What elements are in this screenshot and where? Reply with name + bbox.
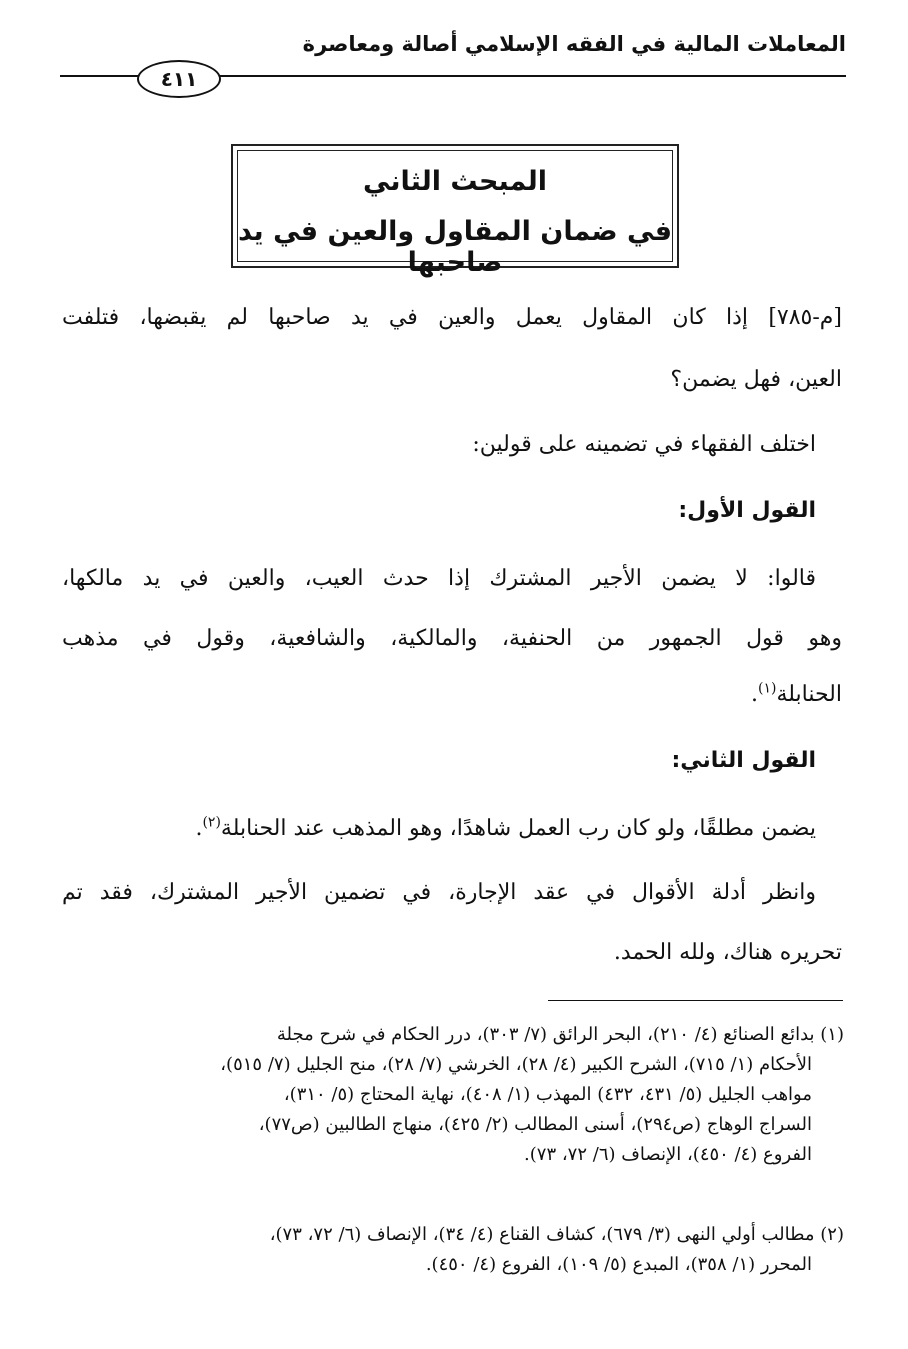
- section-heading-title: المبحث الثاني: [363, 166, 547, 197]
- body-line: قالوا: لا يضمن الأجير المشترك إذا حدث العيب، والعين في يد مالكها،: [62, 566, 816, 591]
- closing-paragraph-end: [62, 938, 842, 968]
- footnote-2: [60, 1220, 844, 1280]
- footnote-line: الأحكام (١/ ٧١٥)، الشرح الكبير (٤/ ٢٨)، الخرشي (٧/ ٢٨)، منح الجليل (٧/ ٥١٥)،: [220, 1054, 812, 1075]
- first-opinion-text-2: [62, 624, 842, 654]
- footnote-ref-1[interactable]: (١): [757, 680, 777, 697]
- second-opinion-text: يضمن مطلقًا، ولو كان رب العمل شاهدًا، وهو المذهب عند الحنابلة$^{(٢)}$.: [195, 814, 816, 841]
- first-opinion-text: [62, 564, 842, 594]
- body-line: يضمن مطلقًا، ولو كان رب العمل شاهدًا، وهو المذهب عند الحنابلة: [220, 816, 816, 841]
- footnote-line: الفروع (٤/ ٤٥٠)، الإنصاف (٦/ ٧٢، ٧٣).: [524, 1144, 812, 1165]
- footnote-line: مواهب الجليل (٥/ ٤٣١، ٤٣٢) المهذب (١/ ٤٠٨)، نهاية المحتاج (٥/ ٣١٠)،: [283, 1084, 812, 1105]
- body-line: العين، فهل يضمن؟: [670, 367, 842, 392]
- footnote-line: (٢) مطالب أولي النهى (٣/ ٦٧٩)، كشاف القناع (٤/ ٣٤)، الإنصاف (٦/ ٧٢، ٧٣)،: [269, 1224, 844, 1245]
- body-line: وهو قول الجمهور من الحنفية، والمالكية، والشافعية، وقول في مذهب: [62, 626, 842, 651]
- paragraph-question: [62, 303, 842, 333]
- body-line: وانظر أدلة الأقوال في عقد الإجارة، في تضمين الأجير المشترك، فقد تم: [62, 880, 816, 905]
- footnote-line: (١) بدائع الصنائع (٤/ ٢١٠)، البحر الرائق (٧/ ٣٠٣)، درر الحكام في شرح مجلة: [276, 1024, 844, 1045]
- first-opinion-text-3: الحنابلة$^{(١)}$.: [750, 680, 842, 707]
- paragraph-intro: [36, 430, 816, 460]
- section-heading-subtitle: في ضمان المقاول والعين في يد صاحبها: [237, 216, 673, 278]
- footnote-1: [60, 1020, 844, 1170]
- first-opinion-title: القول الأول:: [678, 498, 816, 523]
- body-line: تحريره هناك، ولله الحمد.: [613, 940, 842, 965]
- footnote-line: السراج الوهاج (ص٢٩٤)، أسنى المطالب (٢/ ٤٢٥)، منهاج الطالبين (ص٧٧)،: [258, 1114, 812, 1135]
- section-heading-box: [231, 144, 679, 278]
- footnote-separator: [548, 1000, 843, 1001]
- body-line: الحنابلة: [776, 682, 842, 707]
- footnote-line: المحرر (١/ ٣٥٨)، المبدع (٥/ ١٠٩)، الفروع (٤/ ٤٥٠).: [425, 1254, 812, 1275]
- body-line: اختلف الفقهاء في تضمينه على قولين:: [472, 432, 816, 457]
- footnote-ref-2[interactable]: (٢): [202, 814, 221, 831]
- closing-paragraph: [62, 878, 842, 908]
- second-opinion-title: القول الثاني:: [671, 748, 816, 773]
- page-number: ٤١١: [137, 60, 221, 98]
- running-title: المعاملات المالية في الفقه الإسلامي أصالة ومعاصرة: [302, 32, 846, 56]
- paragraph-question-end: [62, 365, 842, 395]
- body-line: [م-٧٨٥] إذا كان المقاول يعمل والعين في يد صاحبها لم يقبضها، فتلفت: [62, 305, 842, 330]
